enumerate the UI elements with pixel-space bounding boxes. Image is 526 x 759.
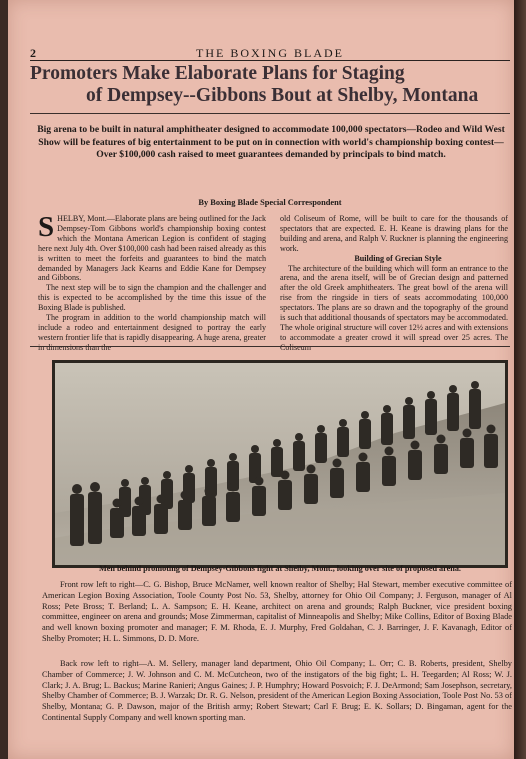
article-paragraph: The architecture of the building which will form an entrance to the arena, and the arena itself, will be of Grecian design and patterned after the old Greek amphitheaters. The great bowl of the arena will rise from the ringside in tiers of seats accommodating 100,000 spectators. The plans are so drawn and the topography of the ground is such that additional thousands of spectators may be accommodated. The whole original structure will cover 12½ acres and with extensions to accommodate a greater crowd it will spread over 25 acres. The Coliseum <box>280 263 508 352</box>
deck: Big arena to be built in natural amphitheater designed to accommodate 100,000 spectators—Rodeo and Wild West Show will be features of big entertainment to be put on in connection with world's championship boxing contest—Over $100,000 cash raised to meet guarantees demanded by principals to bind match. <box>37 124 505 160</box>
article-paragraph: old Coliseum of Rome, will be built to care for the thousands of spectators that are expected. E. H. Keane is drawing plans for the building and arena, and Ralph V. Ruckner is planning the engineering work. <box>280 214 508 253</box>
article-left-column <box>38 211 266 353</box>
article-paragraph: SHELBY, Mont.—Elaborate plans are being outlined for the Jack Dempsey-Tom Gibbons world's championship boxing contest which the Montana American Legion is confident of staging here next July 4th. Over $100,000 cash had been raised already as this is written to meet the forfeits and guarantees to bind the match demanded by Managers Jack Kearns and Eddie Kane for Dempsey and Gibbons. <box>38 211 266 283</box>
article-right-column <box>280 214 508 353</box>
drop-cap: S <box>38 211 55 243</box>
headline <box>26 63 514 107</box>
group-photo-image <box>55 363 505 565</box>
article-subhead: Building of Grecian Style <box>354 253 442 263</box>
headline-line-1: Promoters Make Elaborate Plans for Staging <box>30 63 405 84</box>
page-edge <box>514 0 526 759</box>
running-head: THE BOXING BLADE <box>196 46 344 60</box>
photo-caption: Men behind promoting of Dempsey-Gibbons fight at Shelby, Mont., looking over site of proposed arena. <box>99 564 461 573</box>
caption-front-row: Front row left to right—C. G. Bishop, Bruce McNamer, well known realtor of Shelby; Hal Stewart, member executive committee of American Legion Boxing Association, Toole County Post No. 53, Shelby, attorney for Ohio Oil Company; J. Ferguson, manager of Al Ross; Pete Bross; T. Berland; L. A. Sampson; E. H. Keane, architect on arena and grounds; Ralph Buckner, vice president boxing committee, engineer on arena and grounds; Mose Zimmerman, capitalist of Minneapolis and Shelby; Mike Collins, Editor of Boxing Blade and well known boxing promoter and manager; F. M. Rhoda, E. J. Murphy, Fred Goldahan, C. J. Barringer, J. F. Kavanagh, Editor of Shelby Promoter; H. L. Simmons, D. D. More. <box>42 580 512 643</box>
page-number: 2 <box>30 46 36 60</box>
section-rule <box>30 346 510 347</box>
headline-line-2: of Dempsey--Gibbons Bout at Shelby, Montana <box>86 85 479 106</box>
article-paragraph: The next step will be to sign the champion and the challenger and this is expected to be accomplished by the time this issue of the Boxing Blade is published. <box>38 283 266 313</box>
article-paragraph: The program in addition to the world championship match will include a rodeo and entertainment designed to portray the early western frontier life that is rapidly disappearing. A huge arena, greater in dimensions than the <box>38 313 266 352</box>
byline: By Boxing Blade Special Correspondent <box>198 198 342 207</box>
group-photo <box>52 360 508 568</box>
magazine-page <box>8 0 514 759</box>
caption-back-row: Back row left to right—A. M. Sellery, manager land department, Ohio Oil Company; L. Orr; C. B. Roberts, president, Shelby Chamber of Commerce; J. W. Johnson and C. M. McCutcheon, two of the instigators of the big fight; L. H. Teegarden; Al Ross; W. J. Clark; J. A. Brug; L. Backus; Marine Ranieri; Angus Gaines; J. P. Humphry; Howard Posvoich; F. J. DeArmond; Sam Josephson, secretary, Shelby Chamber of Commerce; B. J. Warzak; Dr. R. G. Nelson, president of the American Legion Boxing Association, Toole Post No. 53 of Shelby, Montana; G. P. Dawson, major of the British army; Robert Stewart; Carl F. Brug; E. K. Sollars; D. Bingaman, agent for the Continental Supply Company and well known sporting man. <box>42 659 512 722</box>
page-header <box>30 46 510 61</box>
headline-rule <box>30 113 510 114</box>
